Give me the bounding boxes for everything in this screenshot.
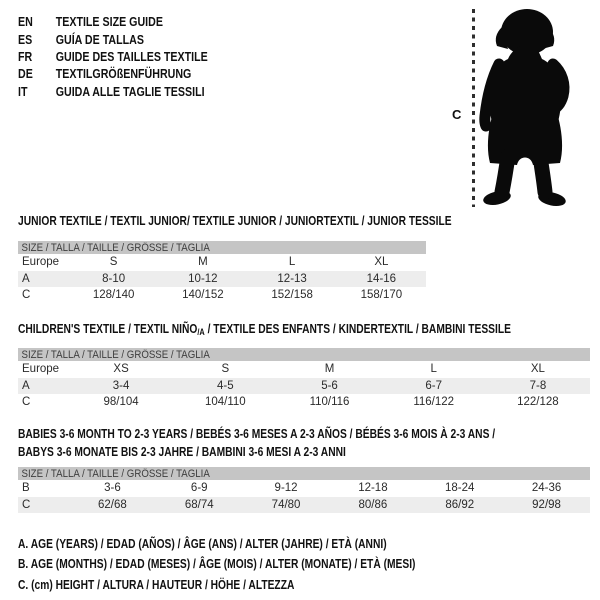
table-cell: 24-36 (531, 482, 562, 495)
lang-row-it (18, 83, 208, 100)
table-header-label: SIZE / TALLA / TAILLE / GRÖSSE / TAGLIA (21, 348, 210, 361)
table-header-band (18, 467, 590, 480)
title-text: CHILDREN'S TEXTILE / TEXTIL NIÑO (18, 322, 198, 336)
lang-label: TEXTILGRÖßENFÜHRUNG (55, 66, 192, 82)
table-cell: 86/92 (445, 498, 475, 511)
table-cell: L (430, 363, 437, 376)
row-label: C (22, 396, 31, 409)
table-cell: M (324, 363, 335, 376)
lang-label: GUIDE DES TAILLES TEXTILE (55, 48, 208, 64)
table-cell: 5-6 (321, 379, 338, 392)
table-cell: 74/80 (271, 498, 301, 511)
lang-row-fr (18, 48, 208, 65)
table-cell: 14-16 (366, 272, 397, 285)
language-guide-list (18, 13, 249, 100)
row-label: Europe (22, 256, 60, 269)
table-cell: 8-10 (102, 272, 126, 285)
table-cell: XS (113, 363, 129, 376)
lang-code: FR (18, 48, 33, 64)
table-cell: 98/104 (103, 396, 139, 409)
table-cell: 68/74 (184, 498, 214, 511)
table-cell: 62/68 (98, 498, 127, 511)
measure-legend (18, 534, 503, 595)
table-cell: 4-5 (216, 379, 234, 392)
title-text: / TEXTILE DES ENFANTS / KINDERTEXTIL / BAMBINI TESSILE (204, 322, 511, 336)
baby-silhouette (477, 6, 573, 210)
lang-label: GUÍA DE TALLAS (55, 31, 144, 47)
table-cell: 128/140 (92, 289, 135, 302)
lang-label: GUIDA ALLE TAGLIE TESSILI (55, 83, 205, 99)
lang-label: TEXTILE SIZE GUIDE (55, 14, 163, 30)
table-cell: 12-18 (358, 482, 388, 495)
lang-row-de (18, 65, 208, 82)
lang-code: DE (18, 66, 33, 82)
junior-section-title: JUNIOR TEXTILE / TEXTIL JUNIOR/ TEXTILE JUNIOR / JUNIORTEXTIL / JUNIOR TESSILE (18, 214, 452, 228)
table-cell: 18-24 (445, 482, 475, 495)
table-cell: 116/122 (413, 396, 455, 409)
table-cell: 3-4 (112, 379, 130, 392)
row-label: C (22, 289, 31, 302)
babies-section-title (18, 426, 495, 461)
table-cell: 3-6 (104, 482, 121, 495)
children-size-table (18, 348, 590, 411)
legend-item-a: A. AGE (YEARS) / EDAD (AÑOS) / ÂGE (ANS) / ALTER (JAHRE) / ETÀ (ANNI) (18, 537, 387, 552)
table-cell: 122/128 (517, 396, 559, 409)
table-cell: 104/110 (204, 396, 246, 409)
table-cell: 110/116 (309, 396, 350, 409)
lang-code: EN (18, 14, 33, 30)
babies-title-line2: BABYS 3-6 MONATE BIS 2-3 JAHRE / BAMBINI 3-6 MESI A 2-3 ANNI (18, 444, 346, 459)
row-label: Europe (22, 363, 60, 376)
table-cell: 158/170 (360, 289, 403, 302)
table-cell: XL (530, 363, 545, 376)
lang-row-es (18, 30, 208, 47)
table-header-label: SIZE / TALLA / TAILLE / GRÖSSE / TAGLIA (21, 467, 210, 480)
children-section-title (18, 321, 511, 342)
lang-code: ES (18, 31, 33, 47)
lang-code: IT (18, 83, 28, 99)
row-label: A (22, 272, 30, 285)
table-cell: 140/152 (182, 289, 224, 302)
table-cell: 7-8 (529, 379, 547, 392)
table-cell: S (221, 363, 230, 376)
table-cell: L (288, 256, 296, 269)
table-cell: M (198, 256, 208, 269)
table-cell: 10-12 (188, 272, 218, 285)
height-measure-dashed-line (472, 9, 476, 207)
table-row (18, 480, 590, 497)
table-row (18, 254, 426, 271)
table-header-label: SIZE / TALLA / TAILLE / GRÖSSE / TAGLIA (21, 241, 210, 254)
title-subscript: /A (197, 327, 205, 337)
table-header-band (18, 241, 426, 254)
table-cell: 6-7 (425, 379, 443, 392)
table-row (18, 497, 590, 514)
row-label: A (22, 379, 30, 392)
table-row (18, 287, 426, 304)
row-label: C (22, 498, 31, 511)
junior-size-table (18, 241, 426, 304)
table-header-band (18, 348, 590, 361)
lang-row-en (18, 13, 208, 30)
table-row (18, 378, 590, 395)
table-cell: S (109, 256, 118, 269)
table-cell: 92/98 (532, 498, 561, 511)
babies-title-line1: BABIES 3-6 MONTH TO 2-3 YEARS / BEBÉS 3-6 MESES A 2-3 AÑOS / BÉBÉS 3-6 MOIS À 2-3 ANS / (18, 427, 496, 441)
table-cell: 12-13 (277, 272, 307, 285)
table-cell: 9-12 (274, 482, 298, 495)
row-label: B (22, 482, 30, 495)
table-row (18, 394, 590, 411)
table-cell: 6-9 (190, 482, 208, 495)
table-row (18, 271, 426, 288)
legend-item-b: B. AGE (MONTHS) / EDAD (MESES) / ÂGE (MOIS) / ALTER (MONATE) / ETÀ (MESI) (18, 557, 416, 572)
height-measure-label: C (452, 107, 462, 122)
table-cell: 80/86 (358, 498, 388, 511)
table-cell: XL (374, 256, 389, 269)
table-cell: 152/158 (271, 289, 313, 302)
table-row (18, 361, 590, 378)
babies-size-table (18, 467, 590, 513)
legend-item-c: C. (cm) HEIGHT / ALTURA / HAUTEUR / HÖHE / ALTEZZA (18, 577, 295, 592)
